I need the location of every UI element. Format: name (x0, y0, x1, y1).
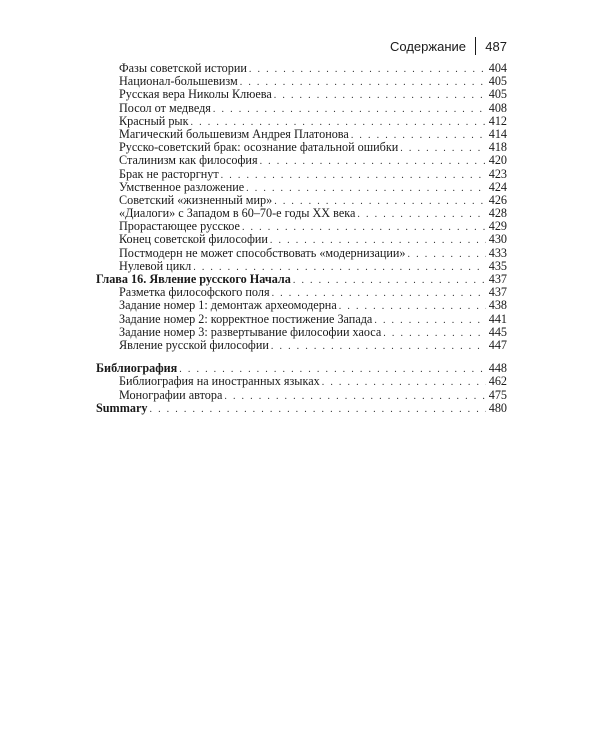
toc-entry-title: Красный рык (119, 113, 189, 128)
dot-leader (322, 376, 486, 389)
header-divider (475, 37, 476, 55)
toc-entry-page: 429 (488, 219, 507, 234)
toc-entry[interactable] (96, 115, 507, 128)
toc-entry[interactable] (96, 389, 507, 402)
toc-entry-title: Прорастающее русское (119, 219, 240, 234)
toc-entry-title: Конец советской философии (119, 232, 268, 247)
dot-leader (408, 248, 486, 261)
toc-entry-page: 424 (488, 179, 507, 194)
toc-entry-page: 441 (488, 311, 507, 326)
toc-entry-title: Русская вера Николы Клюева (119, 87, 272, 102)
toc-entry-page: 445 (488, 324, 507, 339)
running-header-title: Содержание (390, 38, 466, 54)
toc-entry-title: Явление русской философии (119, 337, 269, 352)
toc-entry-title: Фазы советской истории (119, 61, 247, 75)
toc-entry-title: Магический большевизм Андрея Платонова (119, 126, 349, 141)
toc-entry-title: Нулевой цикл (119, 258, 192, 273)
toc-entry-page: 423 (488, 166, 507, 181)
toc-entry-page: 404 (488, 61, 507, 75)
toc-entry-page: 433 (488, 245, 507, 260)
toc-entry-page: 420 (488, 153, 507, 168)
toc-entry[interactable] (96, 154, 507, 167)
toc-entry-page: 405 (488, 74, 507, 89)
toc-entry-page: 405 (488, 87, 507, 102)
toc-entry-page: 414 (488, 126, 507, 141)
toc-entry-title: Библиография (96, 361, 178, 376)
toc-entry-page: 412 (488, 113, 507, 128)
toc-entry[interactable] (96, 233, 507, 246)
toc-entry[interactable] (96, 102, 507, 115)
toc-entry-title: Задание номер 1: демонтаж археомодерна (119, 298, 337, 313)
toc-entry-title: Русско-советский брак: осознание фатальной ошибки (119, 140, 399, 155)
toc-entry-title: Брак не расторгнут (119, 166, 219, 181)
dot-leader (374, 314, 485, 327)
toc-entry-title: Монографии автора (119, 387, 223, 402)
toc-entry-page: 426 (488, 192, 507, 207)
toc-entry-page: 435 (488, 258, 507, 273)
toc-entry-title: Посол от медведя (119, 100, 211, 115)
dot-leader (242, 221, 486, 234)
toc-entry-page: 408 (488, 100, 507, 115)
toc-entry[interactable] (96, 375, 507, 388)
dot-leader (400, 142, 485, 155)
table-of-contents (96, 62, 507, 415)
dot-leader (221, 169, 486, 182)
toc-entry[interactable] (96, 247, 507, 260)
dot-leader (274, 89, 486, 102)
dot-leader (213, 103, 486, 116)
toc-entry[interactable] (96, 313, 507, 326)
toc-entry[interactable] (96, 168, 507, 181)
toc-entry-title: Советский «жизненный мир» (119, 192, 273, 207)
toc-chapter-entry[interactable] (96, 402, 507, 415)
toc-entry-title: Умственное разложение (119, 179, 245, 194)
toc-entry-title: Постмодерн не может способствовать «модернизации» (119, 245, 406, 260)
running-header (390, 36, 507, 56)
toc-entry-page: 447 (488, 337, 507, 352)
toc-entry-page: 438 (488, 298, 507, 313)
toc-entry[interactable] (96, 88, 507, 101)
toc-entry-title: Задание номер 3: развертывание философии хаоса (119, 324, 382, 339)
dot-leader (271, 340, 486, 353)
toc-entry-title: Библиография на иностранных языках (119, 374, 320, 389)
dot-leader (240, 76, 486, 89)
dot-leader (293, 274, 486, 287)
toc-entry[interactable] (96, 326, 507, 339)
toc-entry-title: «Диалоги» с Западом в 60–70-е годы XX века (119, 206, 356, 221)
dot-leader (224, 390, 485, 403)
toc-entry-page: 437 (488, 272, 507, 286)
toc-entry[interactable] (96, 181, 507, 194)
dot-leader (249, 63, 486, 76)
toc-entry-page: 462 (488, 374, 507, 389)
dot-leader (260, 155, 486, 168)
dot-leader (246, 182, 486, 195)
dot-leader (357, 208, 485, 221)
toc-entry-title: Сталинизм как философия (119, 153, 258, 168)
toc-entry[interactable] (96, 299, 507, 312)
toc-entry-page: 430 (488, 232, 507, 247)
page-number: 487 (485, 38, 507, 54)
toc-entry-title: Глава 16. Явление русского Начала (96, 272, 291, 286)
toc-entry-title: Национал-большевизм (119, 74, 238, 89)
dot-leader (383, 327, 485, 340)
toc-entry[interactable] (96, 339, 507, 352)
toc-entry-page: 418 (488, 140, 507, 155)
toc-entry-page: 480 (488, 400, 507, 415)
dot-leader (149, 403, 485, 416)
toc-entry-page: 437 (488, 285, 507, 300)
toc-entry-title: Задание номер 2: корректное постижение Запада (119, 311, 373, 326)
toc-entry-title: Разметка философского поля (119, 285, 270, 300)
toc-entry-title: Summary (96, 400, 148, 415)
toc-entry-page: 448 (488, 361, 507, 376)
toc-entry-page: 428 (488, 206, 507, 221)
toc-entry-page: 475 (488, 387, 507, 402)
